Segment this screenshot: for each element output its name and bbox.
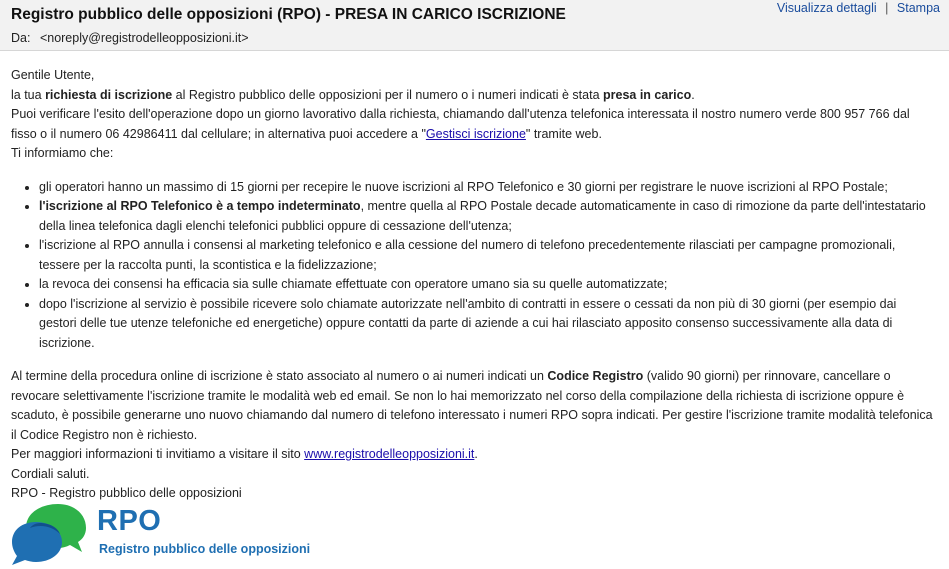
- info-list: [11, 178, 937, 354]
- taken-in-charge-bold: presa in carico: [603, 87, 692, 102]
- email-body: [11, 66, 937, 504]
- list-item: • la revoca dei consensi ha efficacia sia sulle chiamate effettuate con operatore umano sia su quelle automatizzate;: [39, 275, 937, 295]
- list-item: • dopo l'iscrizione al servizio è possibile ricevere solo chiamate autorizzate nell'ambito di contratti in essere o cessati da non più di 30 giorni (per esempio dai gestori delle tue utenze telefoniche ed energetiche) oppure contatti da parte di aziende a cui hai rilasciato apposito consenso successivamente alla data di iscrizione.: [39, 295, 937, 354]
- website-link[interactable]: www.registrodelleopposizioni.it: [304, 447, 475, 461]
- email-header: [0, 0, 949, 51]
- signature: RPO - Registro pubblico delle opposizioni: [11, 486, 242, 500]
- from-address: <noreply@registrodelleopposizioni.it>: [39, 31, 249, 45]
- list-item: • l'iscrizione al RPO annulla i consensi al marketing telefonico e alla cessione del numero di telefono precedentemente rilasciati per campagne promozionali, tessere per la raccolta punti, la scontistica e la fidelizzazione;: [39, 236, 937, 275]
- verification-paragraph: Puoi verificare l'esito dell'operazione dopo un giorno lavorativo dalla richiesta, chiamando dall'utenza telefonica interessata il nostro numero verde 800 957 766 dal fisso o il numero 06 42986411 dal cellulare; in alternativa puoi accedere a "Gestisci iscrizione" tramite web.: [11, 107, 910, 141]
- email-subject: Registro pubblico delle opposizioni (RPO) - PRESA IN CARICO ISCRIZIONE: [11, 6, 566, 23]
- header-actions: [777, 1, 940, 15]
- registry-code-bold: Codice Registro: [547, 369, 644, 383]
- view-details-link[interactable]: Visualizza dettagli: [776, 1, 877, 15]
- print-link[interactable]: Stampa: [896, 1, 940, 15]
- list-item: • l'iscrizione al RPO Telefonico è a tempo indeterminato, mentre quella al RPO Postale decade automaticamente in caso di rimozione da parte dell'intestatario della linea telefonica dagli elenchi telefonici pubblici oppure di cessazione dell'utenza;: [39, 197, 937, 236]
- list-intro: Ti informiamo che:: [11, 146, 114, 160]
- registration-status-line: la tua richiesta di iscrizione al Registro pubblico delle opposizioni per il numero o i numeri indicati è stata presa in carico.: [11, 87, 695, 102]
- closing: Cordiali saluti.: [11, 466, 90, 481]
- logo-word: RPO: [97, 505, 162, 537]
- greeting: Gentile Utente,: [11, 68, 95, 82]
- action-separator: |: [885, 1, 889, 15]
- more-info-line: Per maggiori informazioni ti invitiamo a visitare il sito www.registrodelleopposizioni.it.: [11, 447, 478, 461]
- rpo-logo: [10, 502, 310, 566]
- logo-subtitle: Registro pubblico delle opposizioni: [99, 542, 311, 556]
- speech-bubbles-icon: [10, 502, 90, 566]
- list-item: • gli operatori hanno un massimo di 15 giorni per recepire le nuove iscrizioni al RPO Telefonico e 30 giorni per registrare le nuove iscrizioni al RPO Postale;: [39, 178, 937, 198]
- registry-code-paragraph: Al termine della procedura online di iscrizione è stato associato al numero o ai numeri indicati un Codice Registro (valido 90 giorni) per rinnovare, cancellare o revocare selettivamente l'iscrizione tramite le modalità web ed email. Se non lo hai memorizzato nel corso della compilazione della richiesta di iscrizione oppure è scaduto, è possibile generarne uno nuovo chiamando dal numero di telefono interessato i numeri RPO sopra indicati. Per gestire l'iscrizione tramite modalità telefonica il Codice Registro non è richiesto.: [11, 369, 933, 442]
- registration-request-bold: richiesta di iscrizione: [45, 87, 173, 102]
- manage-registration-link[interactable]: Gestisci iscrizione: [425, 126, 526, 141]
- email-from: [11, 31, 249, 45]
- from-label: Da:: [11, 31, 31, 45]
